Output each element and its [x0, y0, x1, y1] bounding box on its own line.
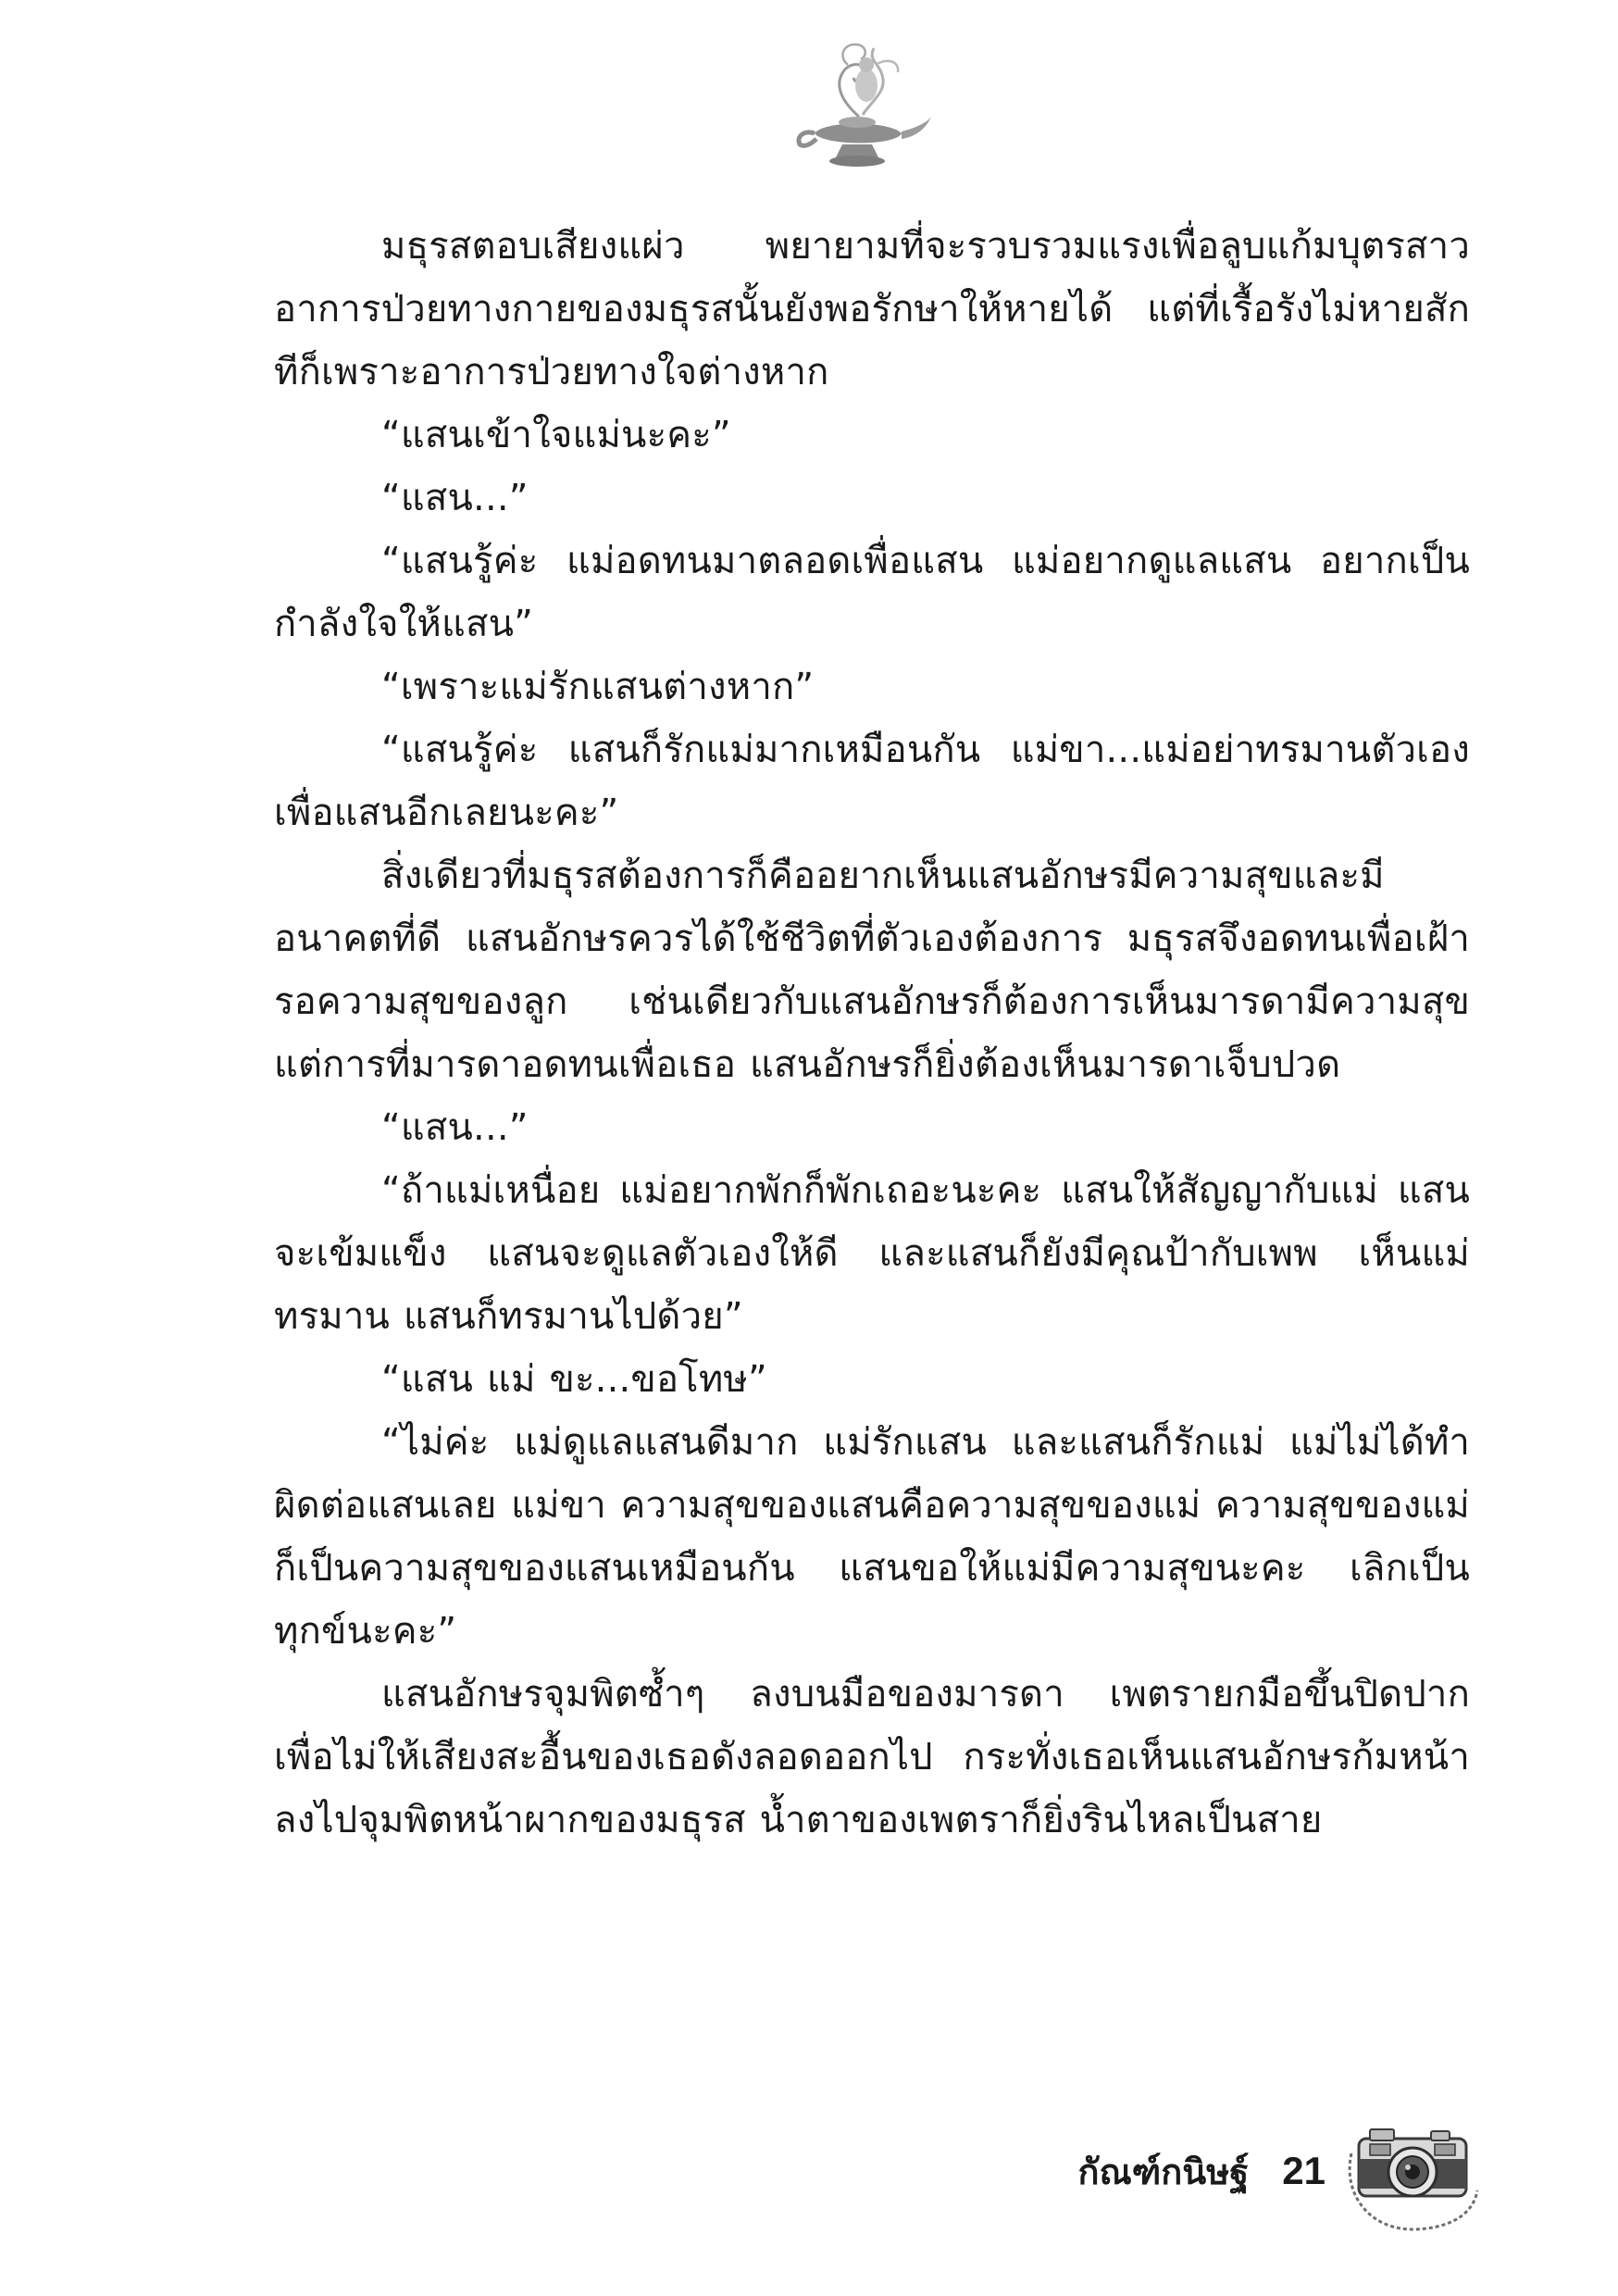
paragraph: “เพราะแม่รักแสนต่างหาก” — [381, 666, 815, 708]
vintage-camera-icon — [1342, 2102, 1481, 2240]
paragraph: “แสน...” — [381, 1106, 529, 1149]
paragraph: แสนอักษรจุมพิตซ้ำๆ ลงบนมือของมารดา เพตรายกมือขึ้นปิดปาก เพื่อไม่ให้เสียงสะอื้นของเธอดังลอดออกไป กระทั่งเธอเห็นแสนอักษรก้มหน้าลงไปจุมพิตหน้าผากของมธุรส น้ำตาของเพตราก็ยิ่งรินไหลเป็นสาย — [274, 1673, 1470, 1841]
paragraph: “แสนเข้าใจแม่นะคะ” — [381, 414, 731, 456]
paragraph: “แสน...” — [381, 477, 529, 519]
body-text — [274, 215, 1470, 1852]
paragraph: “แสน แม่ ขะ...ขอโทษ” — [381, 1358, 767, 1401]
paragraph: “ถ้าแม่เหนื่อย แม่อยากพักก็พักเถอะนะคะ แสนให้สัญญากับแม่ แสนจะเข้มแข็ง แสนจะดูแลตัวเองให้ดี และแสนก็ยังมีคุณป้ากับเพพ เห็นแม่ทรมาน แสนก็ทรมานไปด้วย” — [274, 1169, 1470, 1338]
page-number: 21 — [1282, 2149, 1326, 2192]
paragraph: สิ่งเดียวที่มธุรสต้องการก็คืออยากเห็นแสนอักษรมีความสุขและมีอนาคตที่ดี แสนอักษรควรได้ใช้ชีวิตที่ตัวเองต้องการ มธุรสจึงอดทนเพื่อเฝ้ารอความสุขของลูก เช่นเดียวกับแสนอักษรก็ต้องการเห็นมารดามีความสุข แต่การที่มารดาอดทนเพื่อเธอ แสนอักษรก็ยิ่งต้องเห็นมารดาเจ็บปวด — [274, 855, 1470, 1086]
paragraph: “ไม่ค่ะ แม่ดูแลแสนดีมาก แม่รักแสน และแสนก็รักแม่ แม่ไม่ได้ทำผิดต่อแสนเลย แม่ขา ความสุขของแสนคือความสุขของแม่ ความสุขของแม่ก็เป็นความสุขของแสนเหมือนกัน แสนขอให้แม่มีความสุขนะคะ เลิกเป็นทุกข์นะคะ” — [274, 1421, 1470, 1653]
paragraph: “แสนรู้ค่ะ แม่อดทนมาตลอดเพื่อแสน แม่อยากดูแลแสน อยากเป็นกำลังใจให้แสน” — [274, 540, 1470, 645]
book-title: กัณฑ์กนิษฐ์ — [1077, 2151, 1250, 2192]
paragraph: “แสนรู้ค่ะ แสนก็รักแม่มากเหมือนกัน แม่ขา...แม่อย่าทรมานตัวเองเพื่อแสนอีกเลยนะคะ” — [274, 729, 1470, 834]
paragraph: มธุรสตอบเสียงแผ่ว พยายามที่จะรวบรวมแรงเพื่อลูบแก้มบุตรสาว อาการป่วยทางกายของมธุรสนั้นยังพอรักษาให้หายได้ แต่ที่เรื้อรังไม่หายสักทีก็เพราะอาการป่วยทางใจต่างหาก — [274, 225, 1470, 393]
page-footer — [1077, 2102, 1481, 2240]
genie-lamp-icon — [778, 37, 935, 176]
